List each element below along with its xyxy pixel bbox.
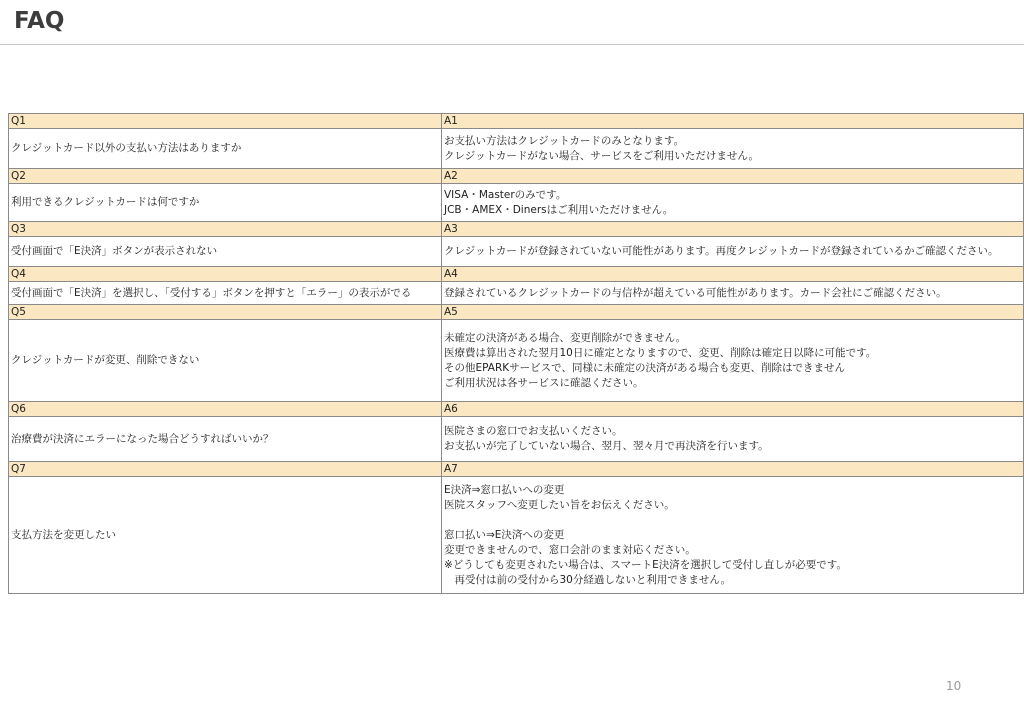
question-label: Q7 [9, 462, 442, 477]
answer-line: お支払いが完了していない場合、翌月、翌々月で再決済を行います。 [444, 440, 769, 452]
answer-label: A4 [442, 267, 1024, 282]
answer-text [442, 129, 1024, 169]
faq-content-row [9, 320, 1024, 402]
answer-line: 医療費は算出された翌月10日に確定となりますので、変更、削除は確定日以降に可能です。 [444, 346, 877, 359]
answer-text [442, 417, 1024, 462]
question-text: 支払方法を変更したい [9, 477, 442, 594]
faq-header-row [9, 402, 1024, 417]
question-text: 受付画面で「E決済」を選択し、「受付する」ボタンを押すと「エラー」の表示がでる [9, 282, 442, 305]
answer-text [442, 237, 1024, 267]
question-label: Q6 [9, 402, 442, 417]
answer-text [442, 477, 1024, 594]
faq-header-row [9, 305, 1024, 320]
answer-line: お支払い方法はクレジットカードのみとなります。 [444, 134, 685, 147]
answer-line: 医院スタッフへ変更したい旨をお伝えください。 [444, 498, 675, 511]
answer-line: JCB・AMEX・Dinersはご利用いただけません。 [444, 203, 674, 216]
faq-content-row [9, 237, 1024, 267]
faq-header-row [9, 222, 1024, 237]
faq-content-row [9, 417, 1024, 462]
faq-content-row [9, 477, 1024, 594]
faq-table-body [9, 114, 1024, 594]
answer-label: A1 [442, 114, 1024, 129]
question-label: Q2 [9, 169, 442, 184]
answer-line: クレジットカードが登録されていない可能性があります。再度クレジットカードが登録されているかご確認ください。 [444, 245, 999, 257]
answer-line: 再受付は前の受付から30分経過しないと利用できません。 [444, 573, 731, 586]
faq-content-row [9, 282, 1024, 305]
title-divider [0, 44, 1024, 45]
question-label: Q5 [9, 305, 442, 320]
answer-label: A3 [442, 222, 1024, 237]
page-title: FAQ [14, 8, 65, 34]
question-text: 利用できるクレジットカードは何ですか [9, 184, 442, 222]
answer-line [444, 513, 1021, 528]
question-label: Q4 [9, 267, 442, 282]
answer-text [442, 282, 1024, 305]
faq-header-row [9, 114, 1024, 129]
answer-line: 変更できませんので、窓口会計のまま対応ください。 [444, 543, 696, 556]
answer-line: E決済⇒窓口払いへの変更 [444, 483, 565, 496]
answer-text [442, 184, 1024, 222]
answer-line: 窓口払い⇒E決済への変更 [444, 528, 565, 541]
answer-text [442, 320, 1024, 402]
question-text: クレジットカードが変更、削除できない [9, 320, 442, 402]
faq-header-row [9, 169, 1024, 184]
question-label: Q3 [9, 222, 442, 237]
question-label: Q1 [9, 114, 442, 129]
answer-label: A2 [442, 169, 1024, 184]
answer-line: 医院さまの窓口でお支払いください。 [444, 425, 623, 437]
faq-content-row [9, 129, 1024, 169]
answer-label: A7 [442, 462, 1024, 477]
answer-line: その他EPARKサービスで、同様に未確定の決済がある場合も変更、削除はできません [444, 361, 845, 374]
answer-line: VISA・Masterのみです。 [444, 188, 567, 201]
answer-line: ※どうしても変更されたい場合は、スマートE決済を選択して受付し直しが必要です。 [444, 558, 847, 571]
answer-label: A6 [442, 402, 1024, 417]
page-number: 10 [946, 679, 962, 693]
question-text: 治療費が決済にエラーになった場合どうすればいいか？ [9, 417, 442, 462]
question-text: 受付画面で「E決済」ボタンが表示されない [9, 237, 442, 267]
answer-line: 未確定の決済がある場合、変更削除ができません。 [444, 331, 687, 344]
answer-line: ご利用状況は各サービスに確認ください。 [444, 376, 644, 389]
faq-content-row [9, 184, 1024, 222]
answer-line: 登録されているクレジットカードの与信枠が超えている可能性があります。カード会社にご確認ください。 [444, 286, 947, 299]
faq-table [8, 113, 1024, 594]
faq-header-row [9, 267, 1024, 282]
faq-header-row [9, 462, 1024, 477]
answer-label: A5 [442, 305, 1024, 320]
answer-line: クレジットカードがない場合、サービスをご利用いただけません。 [444, 149, 760, 162]
question-text: クレジットカード以外の支払い方法はありますか [9, 129, 442, 169]
